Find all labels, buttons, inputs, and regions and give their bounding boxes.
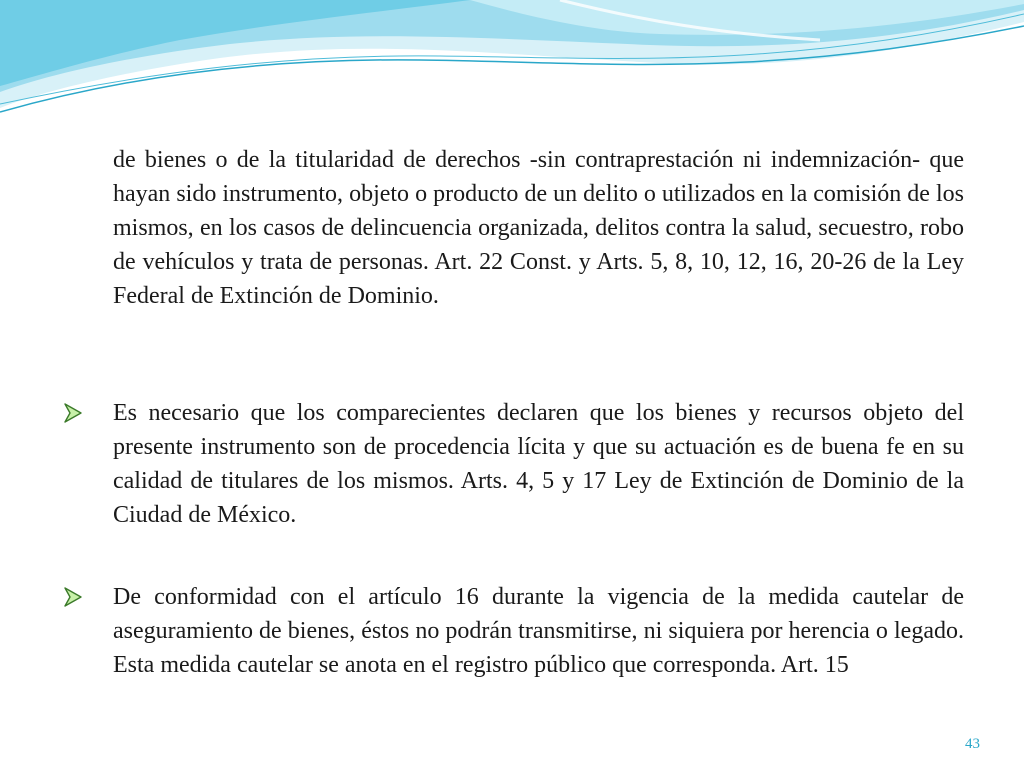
paragraph-3: De conformidad con el artículo 16 durante la vigencia de la medida cautelar de aseguramiento de bienes, éstos no podrán transmitirse, ni siquiera por herencia o legado. Esta medida cautelar se anota en el registro público que corresponda. Art. 15 (113, 584, 964, 678)
paragraph-2: Es necesario que los comparecientes declaren que los bienes y recursos objeto del presente instrumento son de procedencia lícita y que su actuación es de buena fe en su calidad de titulares de los mismos. Arts. 4, 5 y 17 Ley de Extinción de Dominio de la Ciudad de México. (113, 400, 964, 528)
paragraph-1: de bienes o de la titularidad de derechos -sin contraprestación ni indemnización- que hayan sido instrumento, objeto o producto de un delito o utilizados en la comisión de los mismos, en los casos de delincuencia organizada, delitos contra la salud, secuestro, robo de vehículos y trata de personas. Art. 22 Const. y Arts. 5, 8, 10, 12, 16, 20-26 de la Ley Federal de Extinción de Dominio. (113, 147, 964, 309)
header-wave-decoration (0, 0, 1024, 130)
arrow-bullet-icon (62, 402, 84, 424)
page-number: 43 (965, 736, 980, 752)
arrow-bullet-icon (62, 586, 84, 608)
